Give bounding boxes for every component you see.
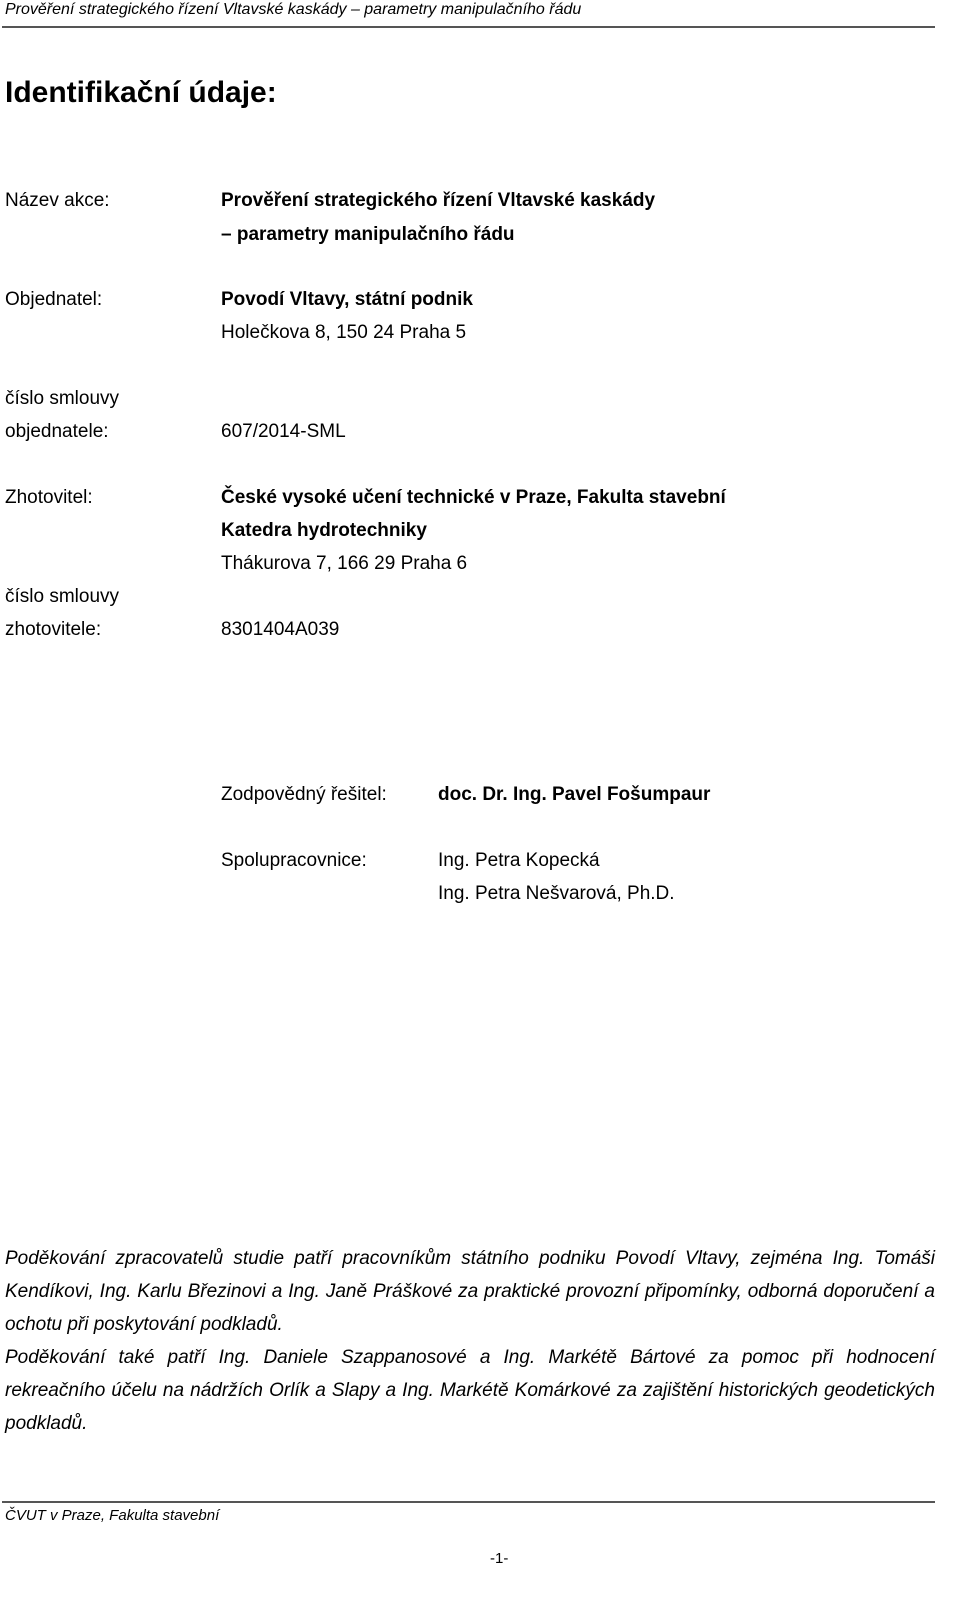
spolupracovnice-1: Ing. Petra Kopecká: [438, 850, 600, 871]
resitel-name: doc. Dr. Ing. Pavel Fošumpaur: [438, 784, 711, 805]
zhotovitel-address: Thákurova 7, 166 29 Praha 6: [221, 553, 468, 574]
page-title: Identifikační údaje:: [5, 76, 277, 109]
acknowledgement-p1: Poděkování zpracovatelů studie patří pracovníkům státního podniku Povodí Vltavy, zejména Ing. Tomáši Kendíkovi, Ing. Karlu Březinovi a Ing. Janě Práškové za praktické provozní připomínky, odborná doporučení a ochotu při poskytování podkladů.: [5, 1248, 935, 1335]
smlouva-obj-value: 607/2014-SML: [221, 421, 346, 442]
objednatel-name: Povodí Vltavy, státní podnik: [221, 289, 473, 310]
label-spolupracovnice: Spolupracovnice:: [221, 850, 367, 871]
label-smlouva-zh-2: zhotovitele:: [5, 619, 102, 640]
footer-institution: ČVUT v Praze, Fakulta stavební: [5, 1507, 220, 1524]
footer-rule: [2, 1501, 935, 1503]
zhotovitel-line2: Katedra hydrotechniky: [221, 520, 427, 541]
nazev-line2: – parametry manipulačního řádu: [221, 224, 515, 245]
label-smlouva-obj-2: objednatele:: [5, 421, 109, 442]
label-smlouva-obj-1: číslo smlouvy: [5, 388, 120, 409]
nazev-line1: Prověření strategického řízení Vltavské kaskády: [221, 190, 656, 211]
acknowledgement: [5, 1242, 935, 1440]
objednatel-address: Holečkova 8, 150 24 Praha 5: [221, 322, 467, 343]
label-objednatel: Objednatel:: [5, 289, 103, 310]
page-number: -1-: [490, 1550, 509, 1567]
label-smlouva-zh-1: číslo smlouvy: [5, 586, 120, 607]
label-resitel: Zodpovědný řešitel:: [221, 784, 387, 805]
spolupracovnice-2: Ing. Petra Nešvarová, Ph.D.: [438, 883, 675, 904]
smlouva-zh-value: 8301404A039: [221, 619, 340, 640]
acknowledgement-p2: Poděkování také patří Ing. Daniele Szappanosové a Ing. Markétě Bártové za pomoc při hodnocení rekreačního účelu na nádržích Orlík a Slapy a Ing. Markétě Komárkové za zajištění historických geodetických podkladů.: [5, 1347, 935, 1434]
zhotovitel-line1: České vysoké učení technické v Praze, Fakulta stavební: [221, 487, 726, 508]
running-header: Prověření strategického řízení Vltavské kaskády – parametry manipulačního řádu: [5, 1, 582, 18]
label-nazev: Název akce:: [5, 190, 110, 211]
label-zhotovitel: Zhotovitel:: [5, 487, 93, 508]
header-rule: [2, 26, 935, 28]
